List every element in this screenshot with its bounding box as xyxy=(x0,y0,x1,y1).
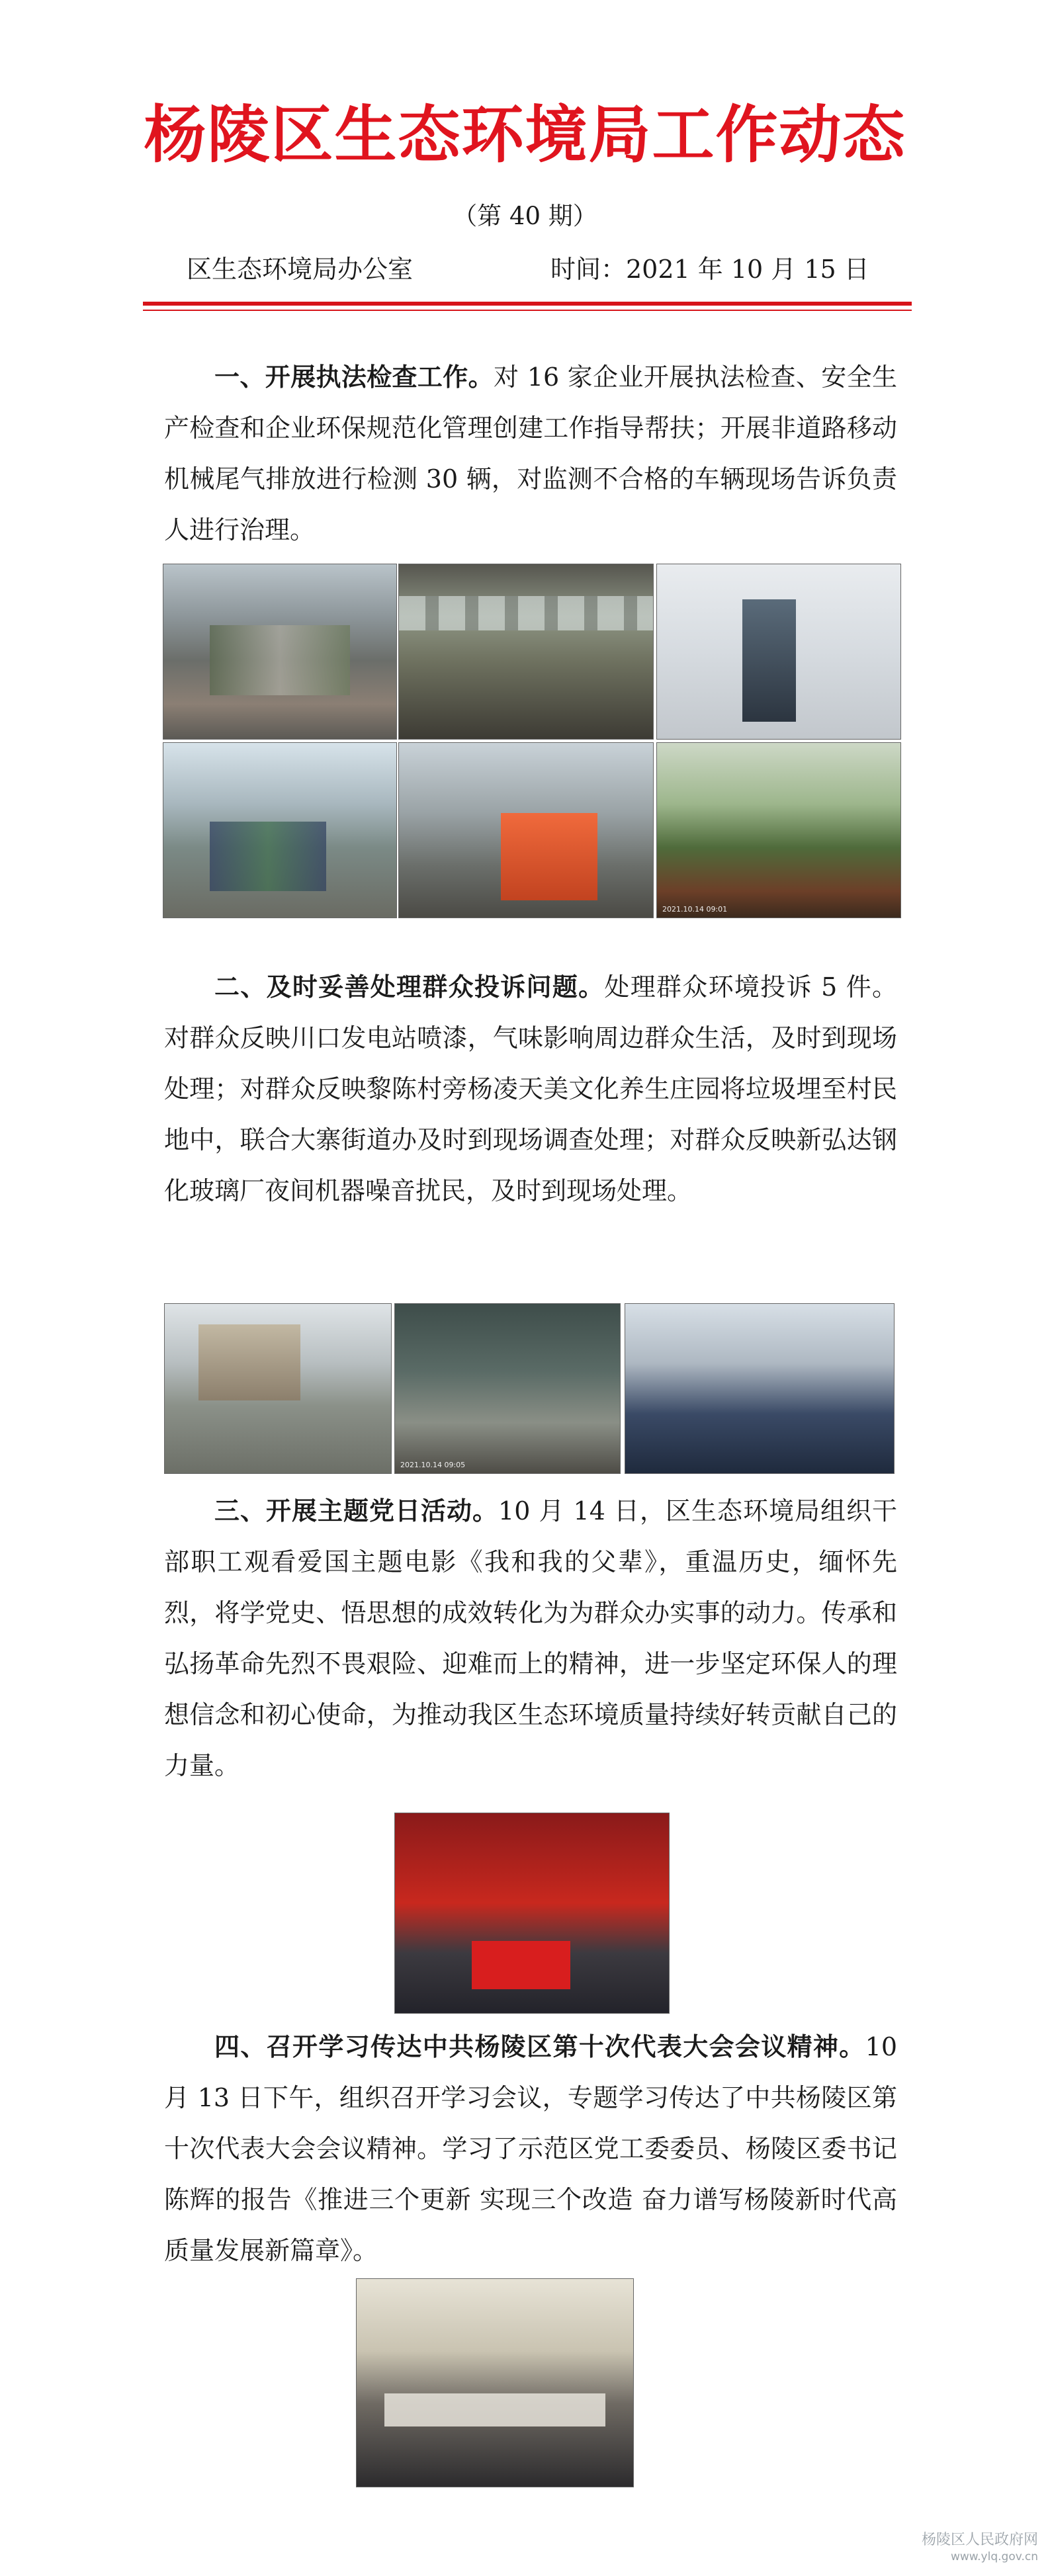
issuing-office: 区生态环境局办公室 xyxy=(187,255,414,284)
issue-number: （第 40 期） xyxy=(453,202,597,230)
photo-timestamp: 2021.10.14 09:05 xyxy=(400,1461,466,1469)
watermark-url: www.ylq.gov.cn xyxy=(951,2550,1038,2563)
section-3-heading: 三、开展主题党日活动。 xyxy=(214,1496,499,1525)
header-divider-thin xyxy=(143,310,912,311)
header-divider-thick xyxy=(143,302,912,306)
factory-yard-photo xyxy=(163,564,397,740)
section-4-heading: 四、召开学习传达中共杨陵区第十次代表大会会议精神。 xyxy=(214,2032,865,2061)
section-3-body: 10 月 14 日，区生态环境局组织干部职工观看爱国主题电影《我和我的父辈》，重温历史，缅怀先烈，将学党史、悟思想的成效转化为为群众办实事的动力。传承和弘扬革命先烈不畏艰险、迎难而上的精神，进一步坚定环保人的理想信念和初心使命，为推动我区生态环境质量持续好转贡献自己的力量。 xyxy=(164,1496,897,1780)
photo-timestamp: 2021.10.14 09:01 xyxy=(662,905,728,914)
forklift-test-photo xyxy=(398,742,654,918)
section-4-body: 10 月 13 日下午，组织召开学习会议，专题学习传达了中共杨陵区第十次代表大会会议精神。学习了示范区党工委委员、杨陵区委书记陈辉的报告《推进三个更新 实现三个改造 奋力谱写杨陵新时代高质量发展新篇章》。 xyxy=(164,2032,897,2265)
control-panel-photo xyxy=(656,564,901,740)
page-title: 杨陵区生态环境局工作动态 xyxy=(144,99,906,171)
factory-site-photo xyxy=(394,1303,621,1474)
section-1-heading: 一、开展执法检查工作。 xyxy=(214,363,494,392)
section-2-paragraph xyxy=(164,962,897,1217)
issue-date: 时间：2021 年 10 月 15 日 xyxy=(550,255,869,284)
section-2-heading: 二、及时妥善处理群众投诉问题。 xyxy=(214,972,605,1002)
site-watermark xyxy=(922,2531,1038,2564)
watermark-site-name: 杨陵区人民政府网 xyxy=(921,2532,1038,2548)
section-1-body: 对 16 家企业开展执法检查、安全生产检查和企业环保规范化管理创建工作指导帮扶；开展非道路移动机械尾气排放进行检测 30 辆，对监测不合格的车辆现场告诉负责人进行治理。 xyxy=(164,363,897,544)
section-4-paragraph xyxy=(164,2022,897,2276)
village-site-photo xyxy=(164,1303,392,1474)
workshop-hall-photo xyxy=(398,564,654,740)
section-1-paragraph xyxy=(164,352,897,556)
study-meeting-photo xyxy=(356,2278,634,2487)
warehouse-inspection-photo xyxy=(656,742,901,918)
party-day-group-photo xyxy=(394,1813,670,2014)
vehicle-emission-test-photo xyxy=(163,742,397,918)
section-2-body: 处理群众环境投诉 5 件。对群众反映川口发电站喷漆，气味影响周边群众生活，及时到现场处理；对群众反映黎陈村旁杨凌天美文化养生庄园将垃圾埋至村民地中，联合大寨街道办及时到现场调查处理；对群众反映新弘达钢化玻璃厂夜间机器噪音扰民，及时到现场处理。 xyxy=(164,972,897,1205)
section-3-paragraph xyxy=(164,1486,897,1791)
officials-discussion-photo xyxy=(625,1303,895,1474)
